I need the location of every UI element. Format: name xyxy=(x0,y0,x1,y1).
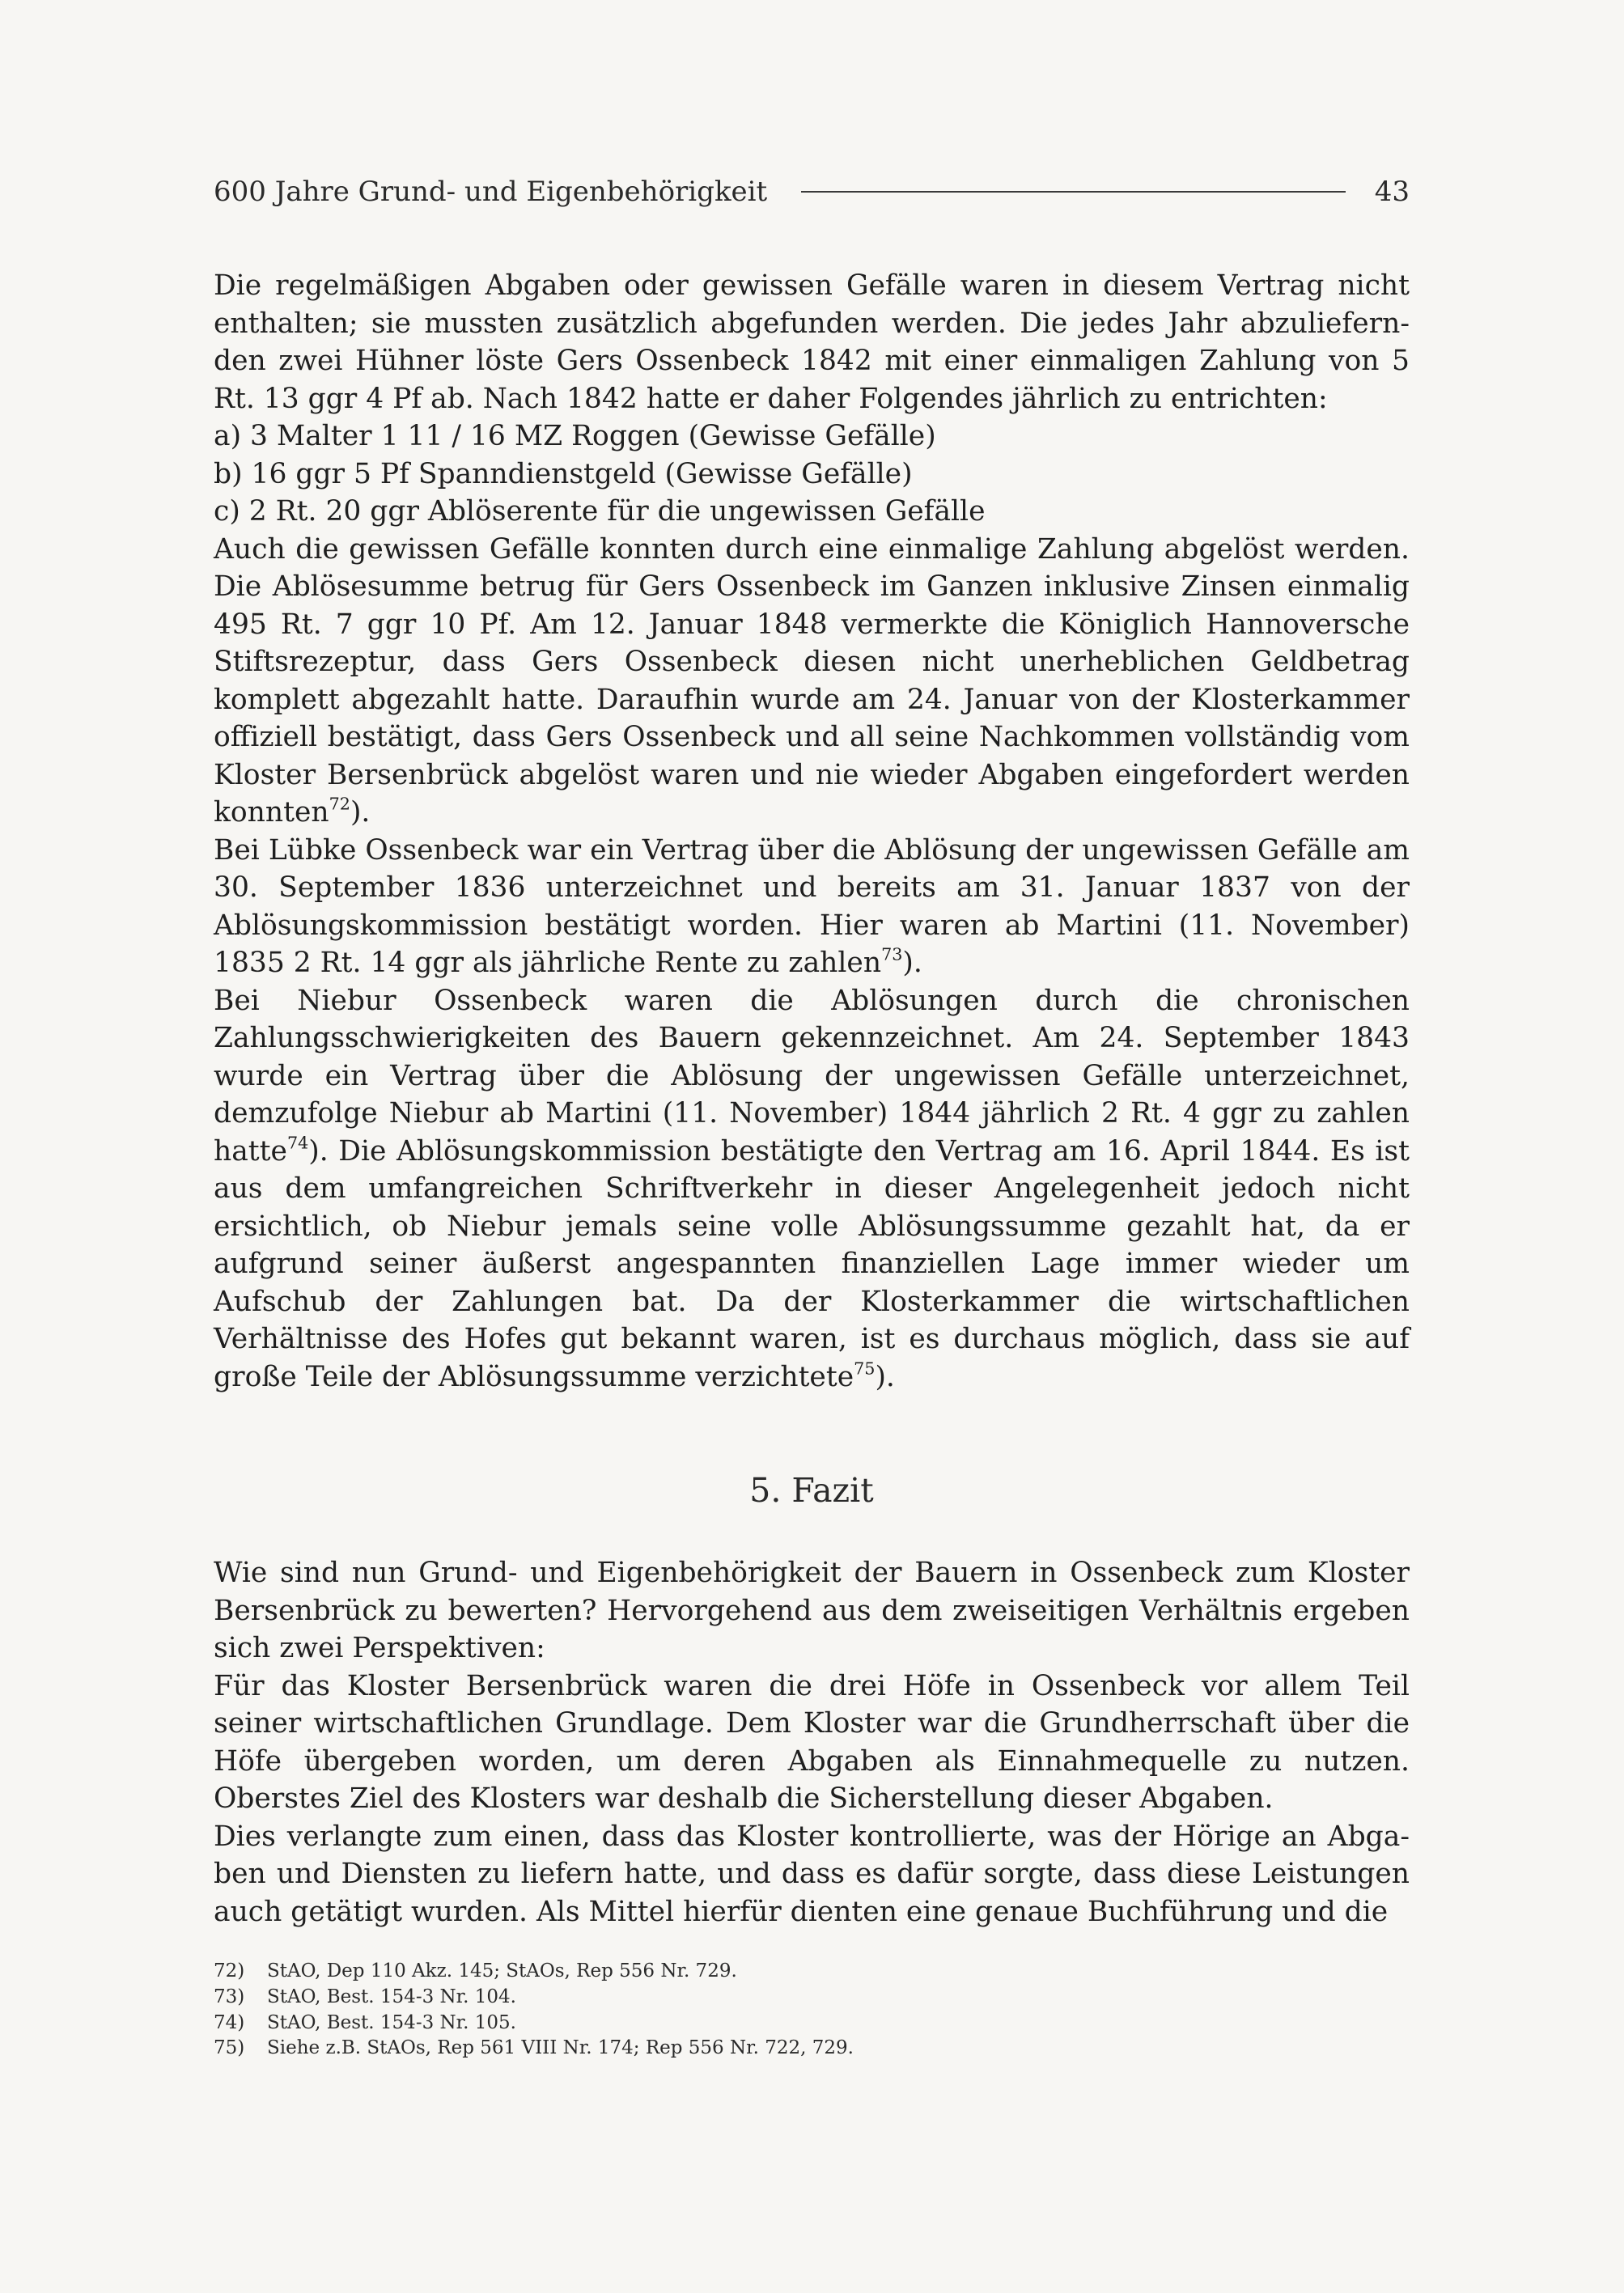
paragraph-niebur: Bei Niebur Ossenbeck waren die Ablösungen durch die chronischen Zahlungsschwierigkeiten des Bauern gekennzeichnet. Am 24. September 1843 wurde ein Vertrag über die Ablösung der ungewissen Gefälle unterzeichnet, demzufolge Niebur ab Martini (11. November) 1844 jährlich 2 Rt. 4 ggr zu zahlen hatte$^{74}$). Die Ablösungskommission bestätigte den Vertrag am 16. April 1844. Es ist aus dem umfangreichen Schriftverkehr in dieser Angelegenheit jedoch nicht ersichtlich, ob Niebur jemals seine volle Ablösungssumme gezahlt hat, da er aufgrund seiner äußerst angespannten finanziellen Lage immer wieder um Aufschub der Zahlungen bat. Da der Klosterkammer die wirtschaftlichen Verhältnisse des Hofes gut bekannt waren, ist es durchaus möglich, dass sie auf große Teile der Ablösungssumme verzichtete$^{75}$). xyxy=(214,984,1410,1393)
footnote-number: 74) xyxy=(214,2011,245,2033)
main-text xyxy=(214,267,1410,1931)
list-item-c: c) 2 Rt. 20 ggr Ablöserente für die ungewissen Gefälle xyxy=(214,495,986,528)
footnote-text: Siehe z.B. StAOs, Rep 561 VIII Nr. 174; Rep 556 Nr. 722, 729. xyxy=(267,2037,854,2059)
footnotes xyxy=(214,1959,1410,2062)
footnote-number: 72) xyxy=(214,1960,245,1981)
footnote-ref-72[interactable]: 72 xyxy=(329,794,350,814)
footnote-text: StAO, Best. 154-3 Nr. 105. xyxy=(267,2011,516,2033)
header-rule xyxy=(801,191,1346,193)
page-number: 43 xyxy=(1374,176,1410,208)
footnote-ref-75[interactable]: 75 xyxy=(854,1358,876,1379)
footnote-text: StAO, Best. 154-3 Nr. 104. xyxy=(267,1986,516,2007)
footnote-number: 73) xyxy=(214,1986,245,2007)
paragraph-gers: Auch die gewissen Gefälle konnten durch eine einmalige Zahlung abgelöst werden. Die Ablösesumme betrug für Gers Ossenbeck im Ganzen inklusive Zinsen einmalig 495 Rt. 7 ggr 10 Pf. Am 12. Januar 1848 vermerkte die Königlich Hannoversche Stiftsrezeptur, dass Gers Ossenbeck diesen nicht unerheblichen Geldbetrag komplett abgezahlt hatte. Daraufhin wurde am 24. Januar von der Klosterkammer offiziell bestätigt, dass Gers Ossenbeck und all seine Nachkommen vollständig vom Kloster Bersenbrück abgelöst waren und nie wieder Abgaben eingefordert werden konnten$^{72}$). xyxy=(214,532,1410,829)
footnote-number: 75) xyxy=(214,2037,245,2059)
running-header xyxy=(214,172,1410,212)
paragraph-luebke: Bei Lübke Ossenbeck war ein Vertrag über die Ablösung der ungewissen Gefälle am 30. September 1836 unterzeichnet und bereits am 31. Januar 1837 von der Ablösungskommission bestätigt worden. Hier waren ab Martini (11. November) 1835 2 Rt. 14 ggr als jährliche Rente zu zahlen$^{73}$). xyxy=(214,833,1410,979)
section-heading-fazit: 5. Fazit xyxy=(749,1471,874,1510)
paragraph-abgaben: Die regelmäßigen Abgaben oder gewissen Gefälle waren in diesem Vertrag nicht enthalten; sie mussten zusätzlich abgefunden werden. Die jedes Jahr abzuliefernden zwei Hühner löste Gers Ossenbeck 1842 mit einer einmaligen Zahlung von 5 Rt. 13 ggr 4 Pf ab. Nach 1842 hatte er daher Folgendes jährlich zu entrichten: xyxy=(214,269,1410,415)
footnote-75 xyxy=(214,2036,1410,2062)
footnote-ref-74[interactable]: 74 xyxy=(286,1133,309,1153)
list-item-b: b) 16 ggr 5 Pf Spanndienstgeld (Gewisse Gefälle) xyxy=(214,457,913,490)
footnote-text: StAO, Dep 110 Akz. 145; StAOs, Rep 556 Nr. 729. xyxy=(267,1960,737,1981)
footnote-74 xyxy=(214,2011,1410,2037)
running-title: 600 Jahre Grund- und Eigenbehörigkeit xyxy=(214,176,768,208)
list-item-a: a) 3 Malter 1 11 / 16 MZ Roggen (Gewisse Gefälle) xyxy=(214,420,936,452)
footnote-73 xyxy=(214,1985,1410,2011)
paragraph-fazit-intro: Wie sind nun Grund- und Eigenbehörigkeit der Bauern in Ossenbeck zum Kloster Bersenbrück zu bewerten? Hervorgehend aus dem zweiseitigen Verhältnis ergeben sich zwei Perspektiven: xyxy=(214,1557,1410,1664)
footnote-72 xyxy=(214,1959,1410,1985)
footnote-ref-73[interactable]: 73 xyxy=(881,944,903,964)
paragraph-fazit-kloster: Für das Kloster Bersenbrück waren die drei Höfe in Ossenbeck vor allem Teil seiner wirtschaftlichen Grundlage. Dem Kloster war die Grundherrschaft über die Höfe übergeben worden, um deren Abgaben als Einnahmequelle zu nutzen. Oberstes Ziel des Klosters war deshalb die Sicherstellung dieser Abgaben. xyxy=(214,1669,1410,1815)
paragraph-fazit-kontrolle: Dies verlangte zum einen, dass das Kloster kontrollierte, was der Hörige an Abgaben und Diensten zu liefern hatte, und dass es dafür sorgte, dass diese Leistungen auch getätigt wurden. Als Mittel hierfür dienten eine genaue Buchführung und die xyxy=(214,1820,1410,1928)
